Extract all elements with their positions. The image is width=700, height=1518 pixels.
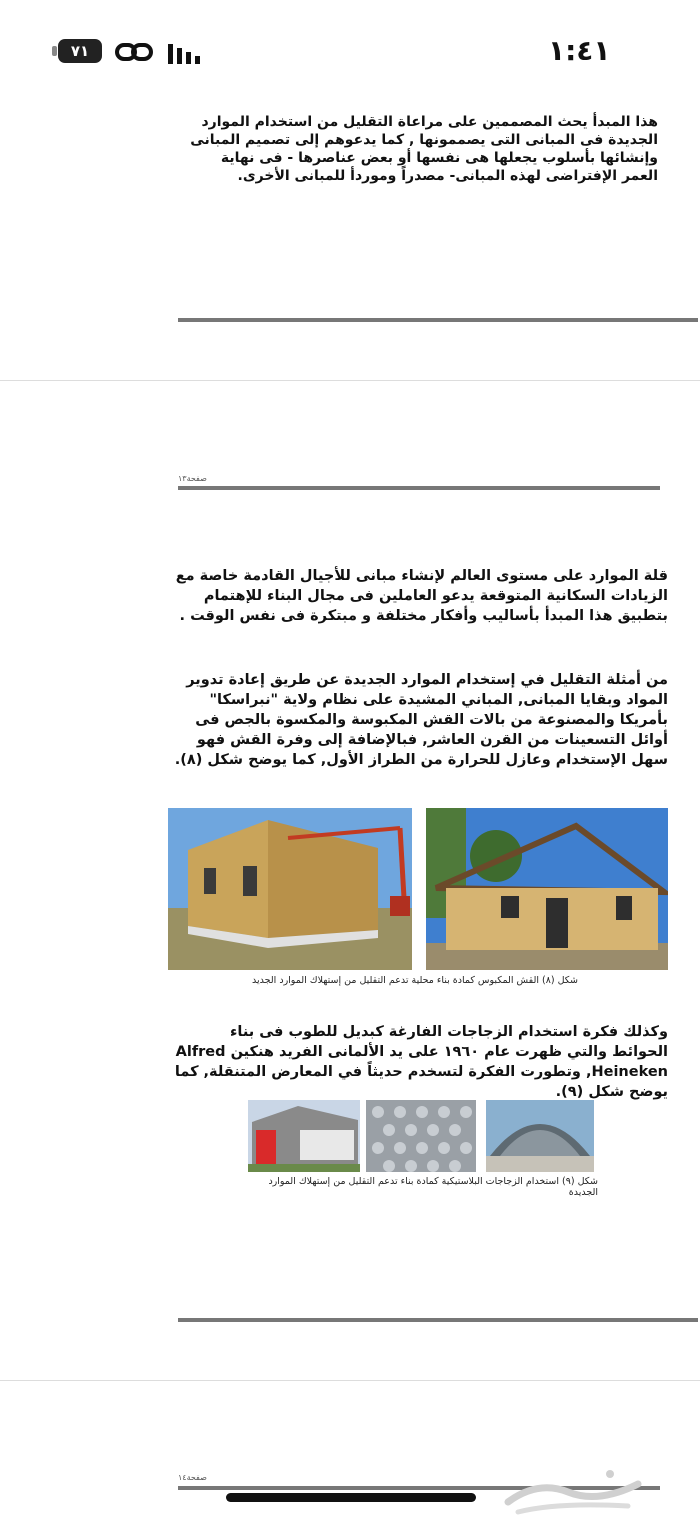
bottle-wall-texture-photo [366, 1100, 476, 1172]
page13-number: صفحة١٣ [178, 474, 207, 483]
figure-9-caption: شكل (٩) استخدام الزجاجات البلاستيكية كمادة بناء تدعم التقليل من إستهلاك الموارد الجديدة [268, 1176, 598, 1198]
battery-cap [52, 46, 57, 56]
bottle-pavilion-photo [486, 1100, 594, 1172]
straw-bale-house-photo [426, 808, 668, 970]
page14-number: صفحة١٤ [178, 1473, 207, 1482]
page14-paragraph-1: قلة الموارد على مستوى العالم لإنشاء مبانى للأجيال القادمة خاصة مع الزيادات السكانية المتوقعة يدعو العاملين فى مجال البناء للإهتمام بتطبيق هذا المبدأ بأساليب وأفكار مختلفة و مبتكرة فى نفس الوقت . [175, 568, 668, 624]
figure-8-caption: شكل (٨) القش المكبوس كمادة بناء محلية تدعم التقليل من إستهلاك الموارد الجديد [252, 975, 578, 986]
page13-bottom-rule [178, 318, 698, 322]
home-indicator[interactable] [226, 1493, 476, 1502]
clock: ١:٤١ [548, 34, 611, 67]
hotspot-link-icon [114, 38, 154, 66]
page13-paragraph: هذا المبدأ يحث المصممين على مراعاة التقليل من استخدام الموارد الجديدة فى المبانى التى يصممونها , كما يدعوهم إلى تصميم المبانى وإنشائها بأسلوب يجعلها هى نفسها أو بعض عناصرها - فى نهاية العمر الإفتراضى لهذه المبانى- مصدراً وموردأ للمبانى الأخرى. [190, 114, 658, 184]
straw-bale-construction-photo [168, 808, 412, 970]
bottle-wall-building-photo [248, 1100, 360, 1172]
battery-indicator: ٧١ [58, 39, 102, 63]
page14-paragraph-3: وكذلك فكرة استخدام الزجاجات الفارغة كبديل للطوب فى بناء الحوائط والتي ظهرت عام ١٩٦٠ على يد الألمانى الفريد هنكين Alfred Heineken, وتطورت الفكرة لتسخدم حديثاً في المعارض المتنقلة, كما يوضح شكل (٩). [174, 1024, 668, 1100]
haraj-logo-watermark [498, 1462, 648, 1518]
page-separator-2 [0, 1380, 700, 1381]
page13-footer-rule [178, 486, 660, 490]
page-separator [0, 380, 700, 381]
signal-strength-icon [166, 40, 206, 66]
page14-paragraph-2: من أمثلة التقليل في إستخدام الموارد الجديدة عن طريق إعادة تدوير المواد وبقايا المبانى, المباني المشيدة على نظام ولاية "نبراسكا" بأمريكا والمصنوعة من بالات القش المكبوسة والمكسوة بالجص فى أوائل التسعينات من القرن العاشر, فبالإضافة إلى وفرة القش فهو سهل الإستخدام وعازل للحرارة من الطراز الأول, كما يوضح شكل (٨). [174, 672, 668, 768]
page14-bottom-rule [178, 1318, 698, 1322]
